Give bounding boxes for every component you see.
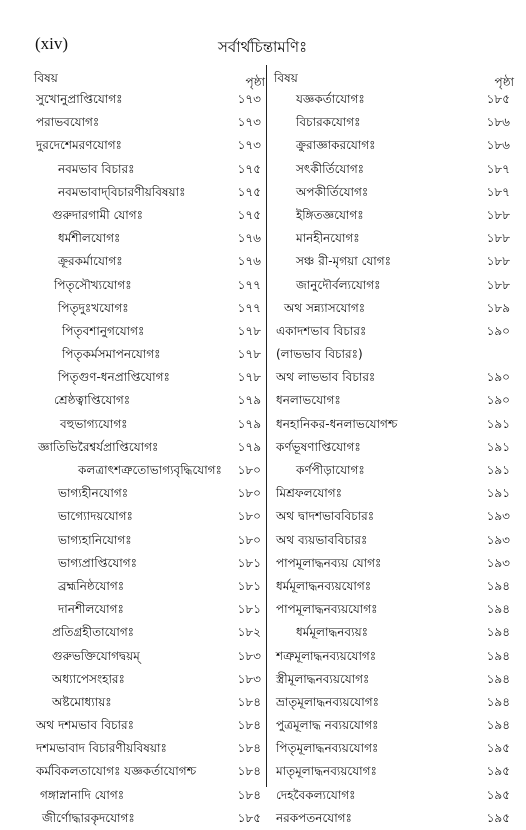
right-column-header — [270, 62, 514, 88]
toc-entry — [270, 204, 514, 227]
entry-page: ১৭৫ — [237, 207, 261, 222]
entry-page: ১৯৩ — [486, 509, 510, 524]
entry-title: জানুদৌর্বল্যযোগঃ — [296, 277, 381, 292]
entry-title: নরকপতনযোগঃ — [276, 810, 352, 825]
entry-title: অথ সন্ন্যাসযোগঃ — [284, 300, 366, 315]
column-divider — [266, 65, 267, 787]
toc-entry — [30, 645, 265, 668]
entry-page: ১৮৪ — [237, 694, 261, 709]
entry-page: ১৮১ — [237, 555, 261, 570]
entry-title: ভাগ্যহীনযোগঃ — [58, 486, 129, 501]
entry-title: বিচারকযোগঃ — [296, 115, 361, 130]
toc-entry — [30, 552, 265, 575]
toc-entry — [270, 389, 514, 412]
toc-entry — [270, 366, 514, 389]
entry-page: ১৮৩ — [237, 648, 261, 663]
entry-title: সৎকীর্তিযোগঃ — [296, 161, 365, 176]
toc-entry — [30, 668, 265, 691]
toc-entry — [270, 158, 514, 181]
toc-entry — [30, 227, 265, 250]
toc-entry — [270, 668, 514, 691]
entry-title: পিতৃবশানুগযোগঃ — [62, 323, 145, 338]
entry-title: দুরদেশেমরণযোগঃ — [36, 138, 122, 153]
toc-entry — [30, 134, 265, 157]
toc-entry — [30, 389, 265, 412]
entry-page: ১৮৫ — [237, 810, 261, 825]
toc-entry — [30, 714, 265, 737]
toc-entry — [30, 621, 265, 644]
toc-entry — [30, 598, 265, 621]
entry-page: ১৭৬ — [237, 254, 261, 269]
entry-page: ১৯৩ — [486, 532, 510, 547]
entry-title: অথ দ্বাদশভাববিচারঃ — [276, 509, 375, 524]
toc-entry — [30, 343, 265, 366]
entry-page: ১৮০ — [237, 463, 261, 477]
entry-title: পিতৃমূলাদ্ধনব্যয়যোগঃ — [276, 741, 379, 756]
entry-title: ক্রুরাজ্ঞাকরযোগঃ — [296, 138, 376, 153]
entry-page: ১৮৪ — [237, 718, 261, 733]
entry-title: দেহবৈকল্যযোগঃ — [276, 787, 356, 802]
entry-page: ১৯৪ — [486, 602, 510, 617]
entry-title: প্রতিগ্রহীতাযোগঃ — [52, 625, 135, 640]
entry-page: ১৭৩ — [237, 92, 261, 106]
page-heading: পৃষ্ঠা — [494, 75, 514, 89]
entry-title: নবমভাবাদ্‌বিচারণীয়বিষয়াঃ — [58, 184, 186, 199]
toc-entry — [270, 88, 514, 111]
entry-title: পিতৃগুণ-ধনপ্রাপ্তিযোগঃ — [58, 370, 170, 385]
entry-page: ১৭৮ — [237, 347, 261, 362]
toc-entry — [270, 737, 514, 760]
entry-page: ১৮৪ — [237, 787, 261, 802]
entry-page: ১৭৭ — [237, 300, 261, 315]
toc-entry — [30, 274, 265, 297]
entry-title: বহুভাগ্যযোগঃ — [60, 416, 128, 431]
entry-page: ১৯১ — [486, 416, 510, 431]
entry-title: পাপমূলাদ্ধনব্যয়যোগঃ — [276, 602, 378, 617]
entry-page: ১৭৮ — [237, 370, 261, 385]
entry-title: অথ লাভভাব বিচারঃ — [276, 370, 376, 385]
entry-title: সঞ্চ রী-মৃগয়া যোগঃ — [296, 254, 392, 269]
toc-entry — [30, 320, 265, 343]
toc-entry — [30, 691, 265, 714]
toc-entry — [30, 807, 265, 830]
entry-title: মানহীনযোগঃ — [296, 231, 360, 246]
toc-entry — [270, 691, 514, 714]
entry-title: অধ্যাপেসংহারঃ — [52, 671, 125, 686]
entry-title: ধর্মমূলাদ্ধনব্যয়যোগঃ — [276, 578, 372, 593]
entry-page: ১৯৩ — [486, 555, 510, 570]
entry-page: ১৮১ — [237, 578, 261, 593]
toc-entry — [270, 552, 514, 575]
entry-page: ১৮৮ — [486, 254, 510, 269]
entry-title: অপকীর্তিযোগঃ — [296, 184, 369, 199]
entry-page: ১৮৮ — [486, 207, 510, 222]
entry-page: ১৭৩ — [237, 115, 261, 130]
toc-entry — [30, 737, 265, 760]
entry-page: ১৯৪ — [486, 718, 510, 733]
entry-page: ১৯৫ — [486, 810, 510, 825]
toc-entry — [270, 598, 514, 621]
toc-entry — [270, 645, 514, 668]
entry-page: ১৯৫ — [486, 787, 510, 802]
toc-entry — [270, 784, 514, 807]
entry-title: ইঙ্গিতজ্ঞযোগঃ — [296, 207, 364, 222]
entry-title: পরাভবযোগঃ — [36, 115, 100, 130]
left-column — [30, 62, 265, 830]
entry-page: ১৭৬ — [237, 231, 261, 246]
toc-entry — [270, 807, 514, 830]
toc-entry — [30, 158, 265, 181]
toc-entry — [270, 482, 514, 505]
toc-entry — [270, 274, 514, 297]
entry-title: ধনহানিকর-ধনলাভযোগশ্চ — [276, 416, 398, 431]
entry-page: ১৯০ — [486, 393, 510, 408]
entry-page: ১৮৪ — [237, 764, 261, 779]
entry-page: ১৮৩ — [237, 671, 261, 686]
entry-title: ধর্মশীলযোগঃ — [58, 231, 121, 246]
entry-title: পাপমূলাদ্ধনব্যয় যোগঃ — [276, 555, 382, 570]
toc-entry — [270, 297, 514, 320]
toc-entry — [30, 204, 265, 227]
entry-page: ১৮৬ — [486, 115, 510, 130]
toc-entry — [30, 760, 265, 783]
entry-title: ভাগ্যপ্রাপ্তিযোগঃ — [58, 555, 137, 570]
entry-title: নবমভাব বিচারঃ — [58, 161, 135, 176]
toc-entry — [270, 181, 514, 204]
entry-title: সুখোনুপ্রাপ্তিযোগঃ — [36, 92, 123, 106]
entry-page: ১৮৬ — [486, 138, 510, 153]
entry-page: ১৭৩ — [237, 138, 261, 153]
toc-entry — [270, 575, 514, 598]
entry-title: ভ্রাতৃমূলাদ্ধনব্যয়যোগঃ — [276, 694, 380, 709]
entry-page: ১৮১ — [237, 602, 261, 617]
entry-page: ১৯৪ — [486, 625, 510, 640]
toc-entry — [270, 459, 514, 482]
entry-page: ১৭৭ — [237, 277, 261, 292]
entry-title: ভাগ্যোদয়যোগঃ — [58, 509, 133, 524]
entry-title: (লাভভাব বিচারঃ) — [276, 347, 363, 362]
entry-title: ভাগ্যহানিযোগঃ — [58, 532, 132, 547]
page-heading: পৃষ্ঠা — [245, 75, 265, 89]
entry-title: দশমভাবাদ বিচারণীয়বিষয়াঃ — [36, 741, 167, 756]
toc-entry — [30, 575, 265, 598]
running-title: সর্বার্থচিন্তামণিঃ — [218, 38, 308, 56]
entry-page: ১৯০ — [486, 370, 510, 385]
entry-title: অথ দশমভাব বিচারঃ — [36, 718, 135, 733]
entry-page: ১৯১ — [486, 439, 510, 454]
entry-page: ১৮০ — [237, 532, 261, 547]
entry-page: ১৭৯ — [237, 439, 261, 454]
right-column — [270, 62, 514, 830]
entry-title: অষ্টমোধ্যায়ঃ — [52, 694, 112, 709]
toc-entry — [270, 621, 514, 644]
toc-entry — [30, 436, 265, 459]
toc-entry — [30, 784, 265, 807]
entry-title: ক্রূরকর্মাযোগঃ — [58, 254, 123, 269]
toc-entry — [30, 181, 265, 204]
entry-page: ১৯০ — [486, 323, 510, 338]
toc-entry — [270, 529, 514, 552]
toc-entry — [270, 343, 514, 366]
entry-title: কর্ণপীড়াযোগঃ — [296, 463, 365, 477]
toc-entry — [270, 413, 514, 436]
entry-title: যজ্ঞকর্তাযোগঃ — [296, 92, 365, 106]
toc-entry — [30, 111, 265, 134]
entry-page: ১৯৫ — [486, 741, 510, 756]
subject-heading: বিষয় — [34, 71, 58, 85]
entry-title: পিতৃদুঃখযোগঃ — [58, 300, 129, 315]
entry-title: কলত্রাৎশত্রুতোভাগ্যবৃদ্ধিযোগঃ — [78, 463, 222, 477]
entry-page: ১৮০ — [237, 486, 261, 501]
toc-entry — [30, 413, 265, 436]
toc-entry — [30, 250, 265, 273]
entry-title: জ্ঞাতিভিরৈশ্বর্যপ্রাপ্তিযোগঃ — [38, 439, 159, 454]
toc-entry — [30, 482, 265, 505]
entry-title: গুরুভক্তিযোগদ্বয়ম্‌ — [52, 648, 140, 663]
entry-title: ব্রহ্মনিষ্ঠযোগঃ — [58, 578, 125, 593]
entry-page: ১৮৮ — [486, 231, 510, 246]
toc-entry — [270, 134, 514, 157]
entry-page: ১৮৪ — [237, 741, 261, 756]
entry-title: শত্রুমূলাদ্ধনব্যয়যোগঃ — [276, 648, 377, 663]
entry-page: ১৮৭ — [486, 161, 510, 176]
entry-page: ১৮৮ — [486, 277, 510, 292]
entry-page: ১৯৪ — [486, 694, 510, 709]
entry-title: ধর্মমূলাদ্ধনব্যয়ঃ — [296, 625, 369, 640]
entry-page: ১৮৫ — [486, 92, 510, 106]
entry-title: পিতৃকর্মসমাপনযোগঃ — [62, 347, 161, 362]
entry-title: গঙ্গাস্নানাদি যোগঃ — [40, 787, 125, 802]
entry-title: মিশ্রফলযোগঃ — [276, 486, 343, 501]
toc-entry — [270, 760, 514, 783]
entry-page: ১৯১ — [486, 486, 510, 501]
toc-entry — [30, 459, 265, 482]
entry-title: জীর্ণোদ্ধারকৃদযোগঃ — [42, 810, 135, 825]
entry-page: ১৮২ — [237, 625, 261, 640]
toc-entry — [270, 714, 514, 737]
toc-entry — [30, 88, 265, 111]
entry-title: কর্ণভূষণাপ্তিযোগঃ — [276, 439, 361, 454]
entry-title: ধনলাভযোগঃ — [276, 393, 341, 408]
toc-entry — [30, 529, 265, 552]
toc-entry — [30, 297, 265, 320]
subject-heading: বিষয় — [274, 71, 298, 85]
entry-page: ১৯৪ — [486, 648, 510, 663]
entry-page: ১৭৮ — [237, 323, 261, 338]
entry-title: গুরুদারগামী যোগঃ — [52, 207, 144, 222]
toc-entry — [270, 250, 514, 273]
left-column-header — [30, 62, 265, 88]
entry-title: পিতৃসৌখ্যযোগঃ — [54, 277, 132, 292]
entry-title: মাতৃমূলাদ্ধনব্যয়যোগঃ — [276, 764, 377, 779]
page-number: (xiv) — [35, 34, 69, 53]
toc-entry — [270, 320, 514, 343]
entry-page: ১৮০ — [237, 509, 261, 524]
entry-title: অথ ব্যয়ভাববিচারঃ — [276, 532, 368, 547]
toc-entry — [270, 111, 514, 134]
toc-entry — [270, 505, 514, 528]
entry-page: ১৭৫ — [237, 161, 261, 176]
entry-page: ১৮৭ — [486, 184, 510, 199]
entry-title: একাদশভাব বিচারঃ — [276, 323, 367, 338]
entry-page: ১৯৫ — [486, 764, 510, 779]
entry-page: ১৮৯ — [486, 300, 510, 315]
entry-title: শ্রেষ্ঠত্বাপ্তিযোগঃ — [54, 393, 131, 408]
entry-title: দানশীলযোগঃ — [58, 602, 124, 617]
entry-page: ১৭৯ — [237, 393, 261, 408]
entry-page: ১৯১ — [486, 463, 510, 477]
entry-page: ১৭৫ — [237, 184, 261, 199]
entry-title: পুত্রমূলাদ্ধ নব্যয়যোগঃ — [276, 718, 379, 733]
entry-title: স্ত্রীমূলাদ্ধনব্যয়যোগঃ — [276, 671, 370, 686]
entry-title: কর্মবিকলতাযোগঃ যজ্ঞকর্তাযোগশ্চ — [36, 764, 197, 779]
toc-entry — [30, 505, 265, 528]
toc-entry — [270, 227, 514, 250]
entry-page: ১৯৪ — [486, 578, 510, 593]
toc-entry — [270, 436, 514, 459]
entry-page: ১৯৪ — [486, 671, 510, 686]
entry-page: ১৭৯ — [237, 416, 261, 431]
toc-entry — [30, 366, 265, 389]
